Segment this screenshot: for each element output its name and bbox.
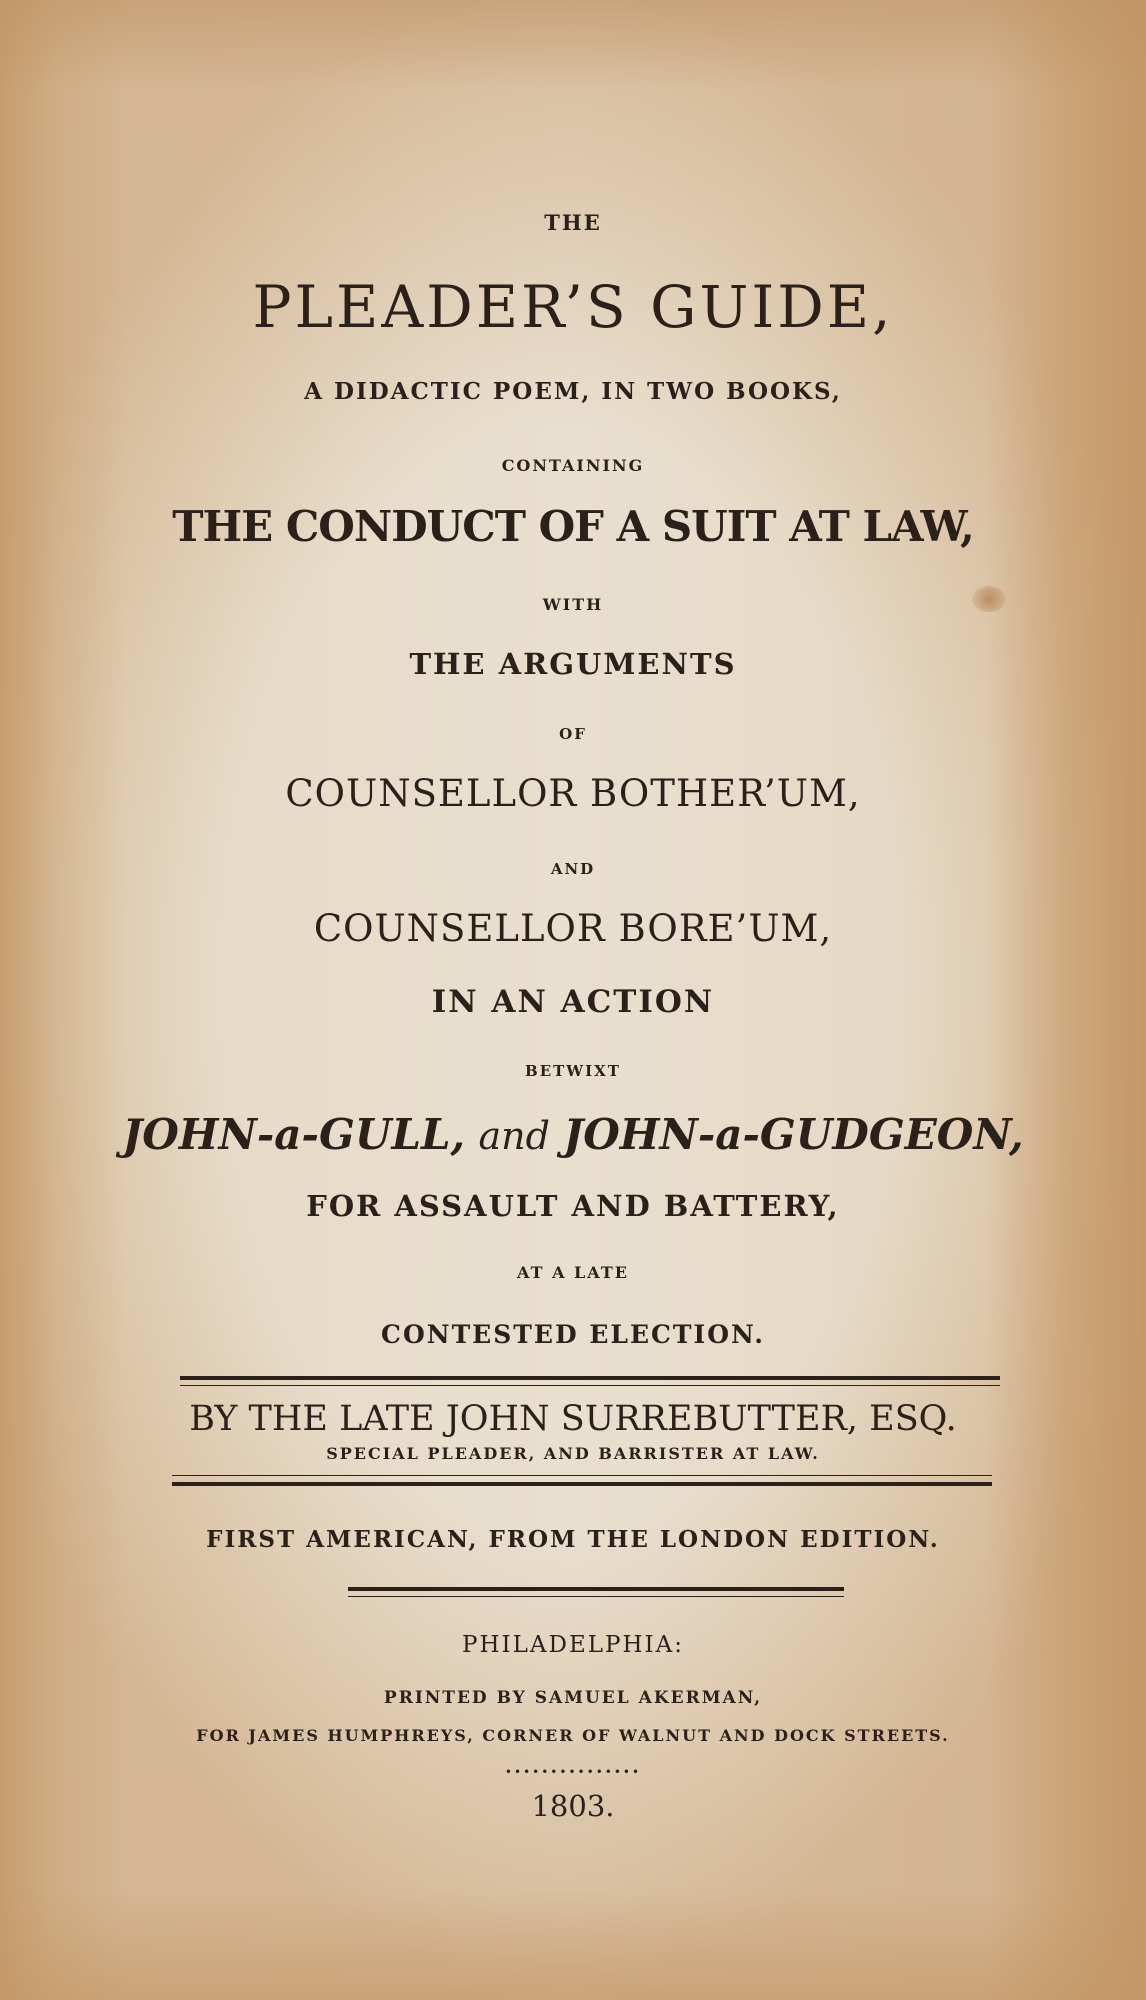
party-john-a-gull: JOHN-a-GULL, <box>122 1110 466 1159</box>
contested-election-line: CONTESTED ELECTION. <box>381 1320 765 1349</box>
rule-short-thick <box>348 1587 844 1591</box>
rule-lower-thick <box>172 1482 992 1486</box>
imprint-publisher: FOR JAMES HUMPHREYS, CORNER OF WALNUT AND DOCK STREETS. <box>196 1726 950 1745</box>
rule-upper-thin <box>180 1385 1000 1386</box>
author-byline: BY THE LATE JOHN SURREBUTTER, ESQ. <box>189 1399 957 1439</box>
of-label: OF <box>559 725 587 743</box>
betwixt-label: BETWIXT <box>525 1062 621 1080</box>
imprint-city: PHILADELPHIA: <box>462 1632 684 1658</box>
and-label: AND <box>550 860 596 878</box>
party-john-a-gudgeon: JOHN-a-GUDGEON, <box>563 1110 1024 1159</box>
edition-line: FIRST AMERICAN, FROM THE LONDON EDITION. <box>206 1526 940 1553</box>
the-label: THE <box>544 210 602 235</box>
with-label: WITH <box>542 595 604 614</box>
rule-short-thin <box>348 1596 844 1597</box>
book-title: PLEADER’S GUIDE, <box>252 273 894 341</box>
conduct-line: THE CONDUCT OF A SUIT AT LAW, <box>172 502 974 551</box>
book-subtitle: A DIDACTIC POEM, IN TWO BOOKS, <box>304 378 842 405</box>
imprint-printer: PRINTED BY SAMUEL AKERMAN, <box>383 1688 763 1708</box>
foxing-top <box>0 0 1146 90</box>
parties-line <box>0 1110 1146 1159</box>
in-an-action-line: IN AN ACTION <box>431 984 715 1020</box>
party-joiner: and <box>478 1114 550 1158</box>
author-credentials: SPECIAL PLEADER, AND BARRISTER AT LAW. <box>326 1444 820 1463</box>
counsellor-bother-um: COUNSELLOR BOTHER’UM, <box>285 772 861 815</box>
charge-line: FOR ASSAULT AND BATTERY, <box>306 1189 840 1223</box>
arguments-line: THE ARGUMENTS <box>409 647 737 681</box>
at-a-late-label: AT A LATE <box>517 1263 629 1282</box>
counsellor-bore-um: COUNSELLOR BORE’UM, <box>313 907 833 950</box>
ornament-dots: ••••••••••••••• <box>504 1765 642 1779</box>
imprint-year: 1803. <box>531 1789 615 1823</box>
containing-label: CONTAINING <box>501 456 645 475</box>
rule-lower-thin <box>172 1475 992 1476</box>
rule-upper-thick <box>180 1376 1000 1380</box>
foxing-bottom <box>0 1890 1146 2000</box>
